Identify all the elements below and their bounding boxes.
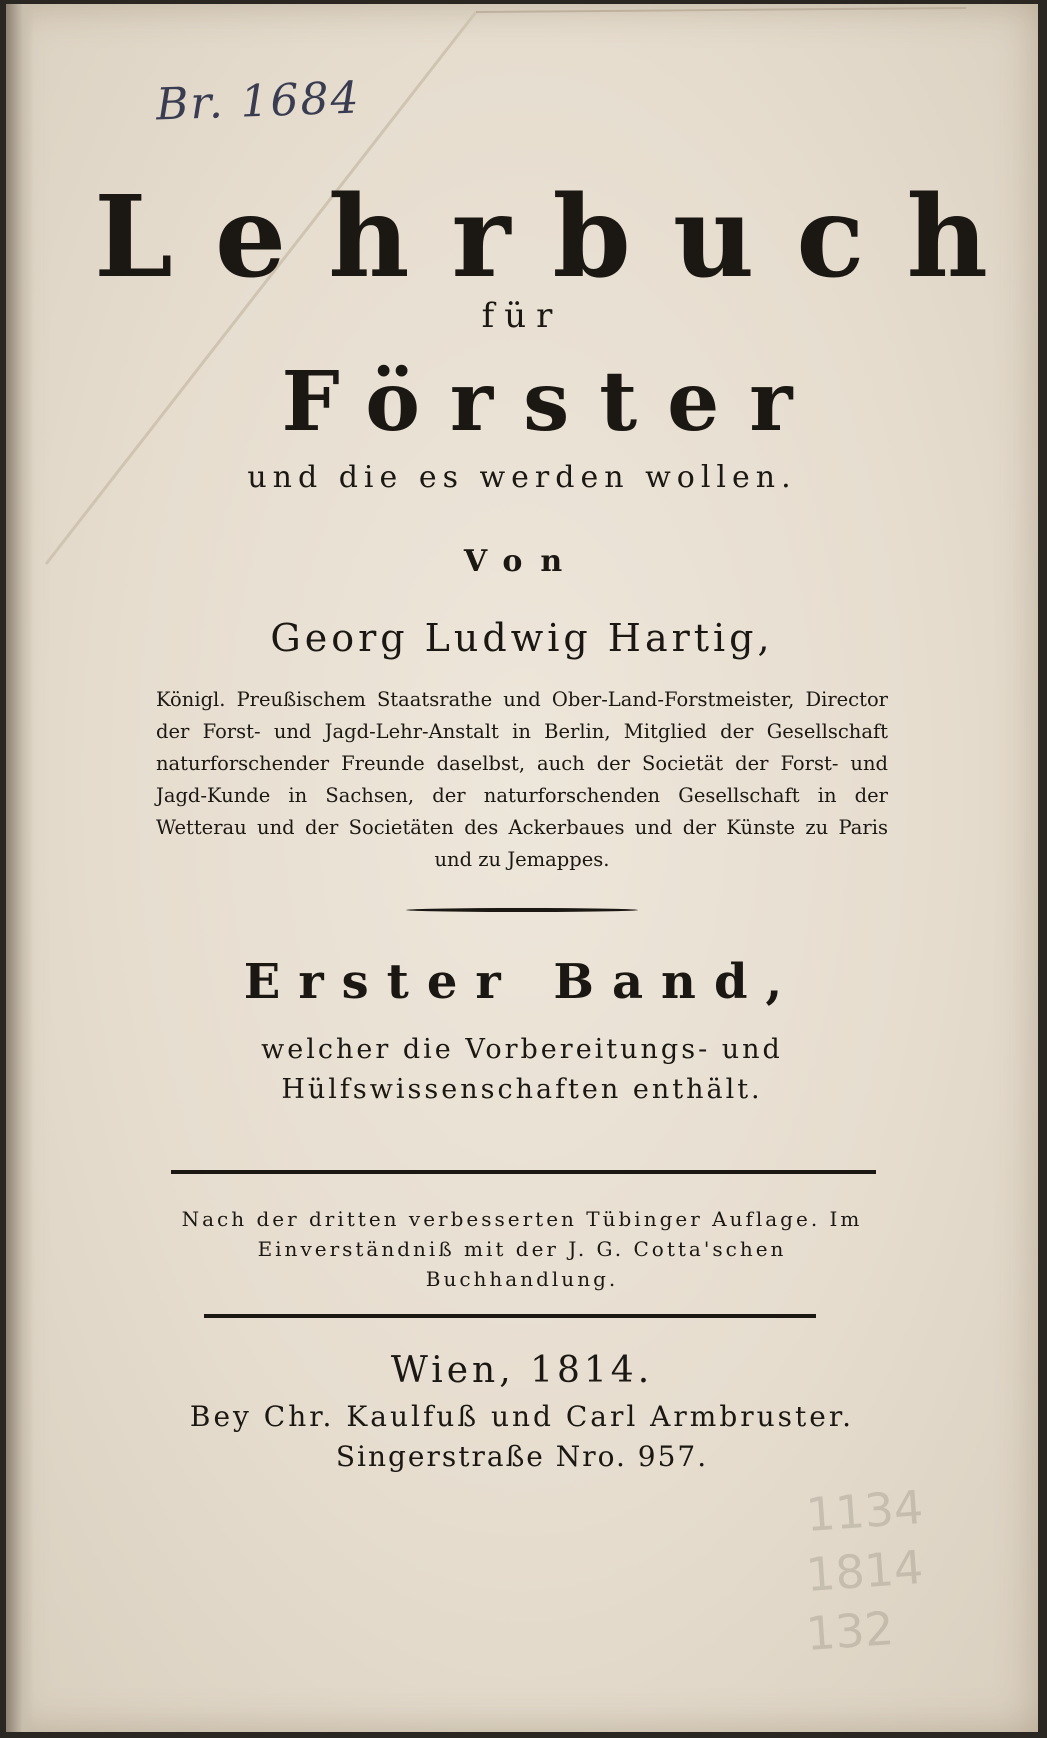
title-page <box>6 4 1038 1732</box>
title-for: für <box>481 296 563 336</box>
ornamental-rule <box>406 908 638 912</box>
volume-label: Erster Band, <box>243 954 801 1010</box>
shelfmark-handwritten: Br. 1684 <box>155 72 362 131</box>
imprint-publisher: Bey Chr. Kaulfuß und Carl Armbruster. <box>189 1400 855 1433</box>
author-name: Georg Ludwig Hartig, <box>270 616 774 660</box>
pencil-note: 1134 <box>804 1479 925 1543</box>
imprint-place-year: Wien, 1814. <box>390 1350 654 1391</box>
imprint-address: Singerstraße Nro. 957. <box>335 1440 709 1473</box>
by-label: Von <box>463 544 581 579</box>
author-affiliation: Königl. Preußischem Staatsrathe und Ober-Land-Forstmeister, Director der Forst- und Jagd-Lehr-Anstalt in Berlin, Mitglied der Gesellschaft naturforschender Freunde daselbst, auch der Societät der Forst- und Jagd-Kunde in Sachsen, der naturforschenden Gesellschaft in der Wetterau und der Societäten des Ackerbaues und der Künste zu Paris und zu Jemappes. <box>156 688 888 871</box>
edition-note: Nach der dritten verbesserten Tübinger Auflage. Im Einverständniß mit der J. G. Cotta'schen Buchhandlung. <box>181 1207 863 1291</box>
pencil-note: 1814 <box>804 1539 925 1603</box>
book-title: Lehrbuch <box>94 172 1030 303</box>
pencil-note: 132 <box>804 1601 896 1661</box>
volume-description: welcher die Vorbereitungs- und Hülfswissenschaften enthält. <box>261 1034 783 1105</box>
divider-rule-lower <box>204 1314 816 1318</box>
subtitle: und die es werden wollen. <box>247 460 797 495</box>
divider-rule-upper <box>171 1170 876 1174</box>
title-subject: Förster <box>281 354 823 450</box>
